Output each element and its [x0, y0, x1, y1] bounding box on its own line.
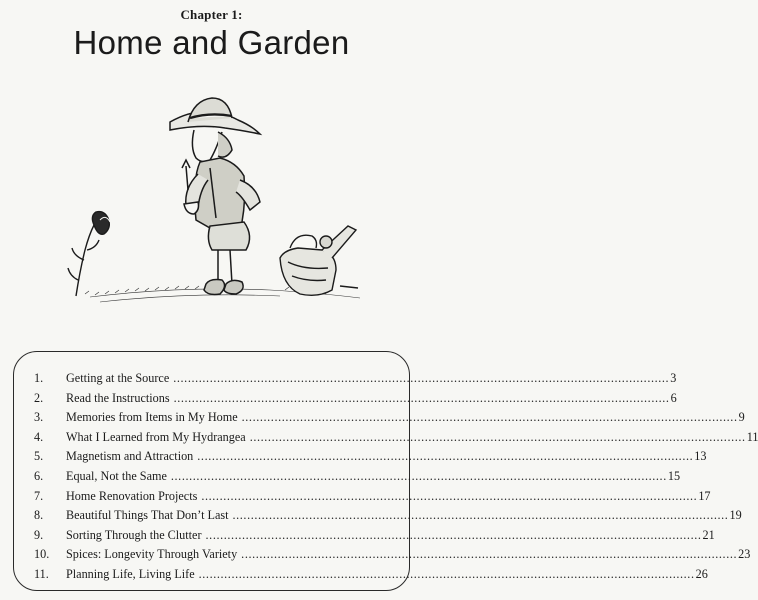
toc-leader-dots: ........................................................................................................................................	[198, 566, 695, 581]
toc-number: 7.	[34, 488, 44, 503]
toc-item	[14, 447, 707, 467]
toc-item	[14, 467, 681, 487]
toc-item	[14, 506, 742, 526]
toc-page-number: 6	[670, 390, 677, 405]
toc-page-number: 9	[738, 410, 745, 425]
toc-item	[14, 526, 715, 546]
chapter-title: Home and Garden	[73, 24, 350, 61]
toc-title: Memories from Items in My Home	[66, 410, 238, 425]
gardener-illustration	[60, 90, 370, 330]
toc-leader-dots: ........................................................................................................................................	[249, 429, 746, 444]
toc-page-number: 17	[698, 488, 711, 503]
toc-page-number: 26	[695, 566, 708, 581]
toc-title: Equal, Not the Same	[66, 468, 167, 483]
toc-item	[14, 545, 751, 565]
toc-title: Beautiful Things That Don’t Last	[66, 508, 229, 523]
toc-leader-dots: ........................................................................................................................................	[205, 527, 702, 542]
toc-title: Planning Life, Living Life	[66, 566, 195, 581]
toc-number: 9.	[34, 527, 44, 542]
toc-number: 3.	[34, 410, 44, 425]
gardener-figure	[170, 98, 260, 295]
toc-page-number: 15	[667, 468, 681, 483]
toc-page-number: 23	[738, 547, 751, 562]
toc-leader-dots: ........................................................................................................................................	[201, 488, 698, 503]
watering-can	[280, 226, 358, 295]
toc-number: 11.	[34, 566, 49, 581]
toc-leader-dots: ........................................................................................................................................	[241, 410, 738, 425]
toc-item	[14, 408, 745, 428]
toc-title: Spices: Longevity Through Variety	[66, 547, 238, 562]
toc-page-number: 11	[746, 429, 758, 444]
table-of-contents	[13, 351, 758, 591]
toc-leader-dots: ........................................................................................................................................	[173, 371, 670, 385]
toc-number: 6.	[34, 468, 44, 483]
toc-page-number: 19	[729, 508, 742, 523]
toc-number: 1.	[34, 371, 44, 385]
toc-number: 10.	[34, 547, 50, 562]
toc-title: Read the Instructions	[66, 390, 170, 405]
toc-page-number: 3	[670, 371, 677, 385]
toc-page-number: 13	[694, 449, 707, 464]
wilted-flower	[68, 212, 110, 296]
toc-leader-dots: ........................................................................................................................................	[197, 449, 694, 464]
toc-number: 2.	[34, 390, 44, 405]
toc-item	[14, 487, 711, 507]
toc-item	[14, 428, 758, 448]
toc-number: 5.	[34, 449, 44, 464]
toc-title: Magnetism and Attraction	[66, 449, 194, 464]
toc-leader-dots: ........................................................................................................................................	[232, 508, 729, 523]
toc-title: Getting at the Source	[66, 371, 170, 385]
chapter-label: Chapter 1:	[180, 7, 243, 22]
toc-leader-dots: ........................................................................................................................................	[173, 390, 670, 405]
toc-item	[14, 389, 677, 409]
toc-item	[14, 565, 708, 585]
toc-title: Sorting Through the Clutter	[66, 527, 202, 542]
toc-leader-dots: ........................................................................................................................................	[170, 468, 667, 483]
toc-item	[14, 369, 677, 389]
toc-title: Home Renovation Projects	[66, 488, 198, 503]
toc-leader-dots: ........................................................................................................................................	[241, 547, 738, 562]
toc-title: What I Learned from My Hydrangea	[66, 429, 246, 444]
toc-number: 8.	[34, 508, 44, 523]
toc-list	[14, 369, 758, 585]
toc-number: 4.	[34, 429, 44, 444]
toc-page-number: 21	[702, 527, 715, 542]
